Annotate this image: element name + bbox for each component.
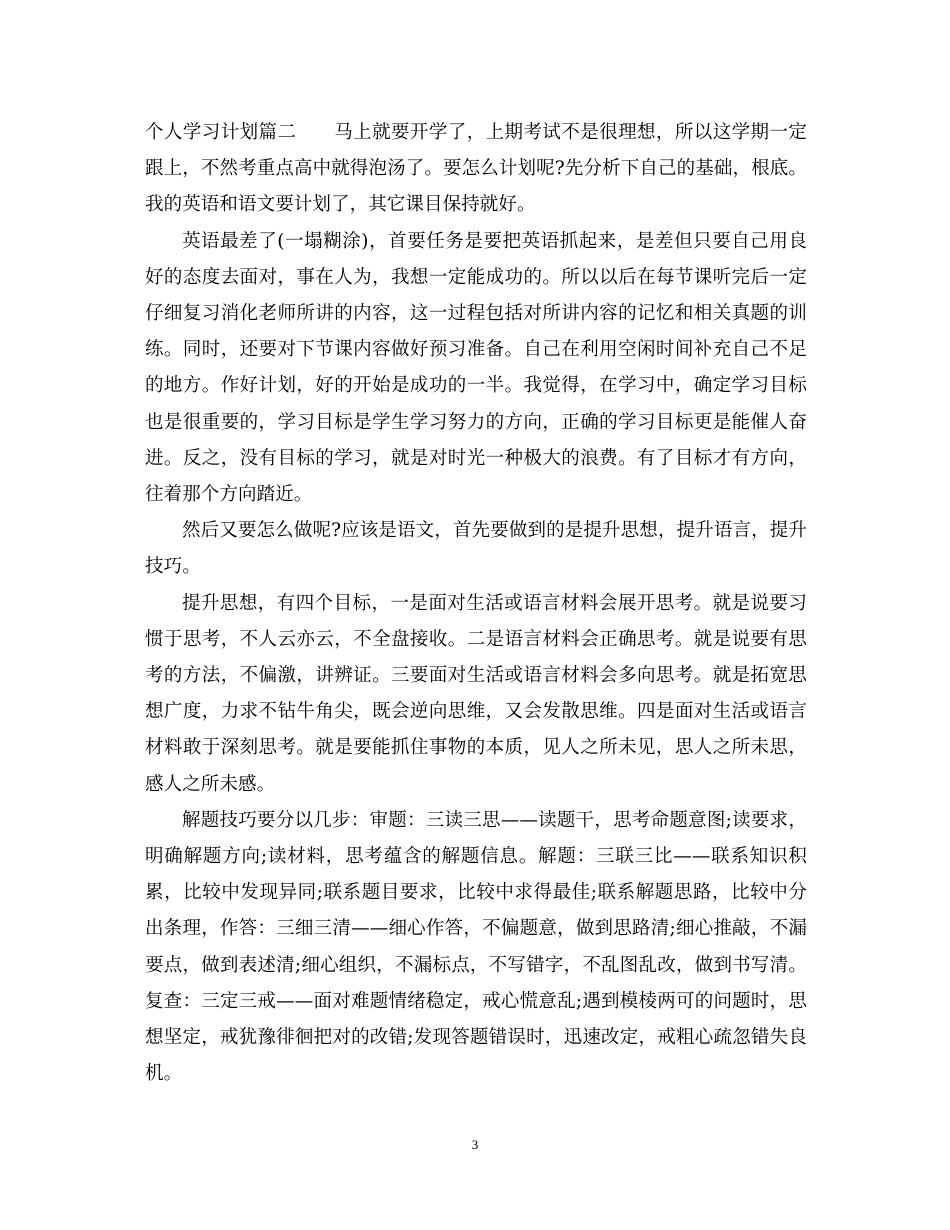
paragraph-5: 解题技巧要分以几步：审题：三读三思——读题干，思考命题意图;读要求，明确解题方向;读材料，思考蕴含的解题信息。解题：三联三比——联系知识积累，比较中发现异同;联系题目要求，比较中求得最佳;联系解题思路，比较中分出条理，作答：三细三清——细心作答，不偏题意，做到思路清;细心推敲，不漏要点，做到表述清;细心组织，不漏标点，不写错字，不乱图乱改，做到书写清。复查：三定三戒——面对难题情绪稳定，戒心慌意乱;遇到模棱两可的问题时，思想坚定，戒犹豫徘徊把对的改错;发现答题错误时，迅速改定，戒粗心疏忽错失良机。 (145, 809, 807, 1085)
paragraph-2: 英语最差了(一塌糊涂)，首要任务是要把英语抓起来，是差但只要自己用良好的态度去面对，事在人为，我想一定能成功的。所以以后在每节课听完后一定仔细复习消化老师所讲的内容，这一过程包括对所讲内容的记忆和相关真题的训练。同时，还要对下节课内容做好预习准备。自己在利用空闲时间补充自己不足的地方。作好计划，好的开始是成功的一半。我觉得，在学习中，确定学习目标也是很重要的，学习目标是学生学习努力的方向，正确的学习目标更是能催人奋进。反之，没有目标的学习，就是对时光一种极大的浪费。有了目标才有方向，往着那个方向踏近。 (145, 230, 807, 506)
paragraph-3: 然后又要怎么做呢?应该是语文，首先要做到的是提升思想，提升语言，提升技巧。 (145, 520, 807, 578)
paragraph-4: 提升思想，有四个目标，一是面对生活或语言材料会展开思考。就是说要习惯于思考，不人云亦云，不全盘接收。二是语言材料会正确思考。就是说要有思考的方法，不偏激，讲辨证。三要面对生活或语言材料会多向思考。就是拓宽思想广度，力求不钻牛角尖，既会逆向思维，又会发散思维。四是面对生活或语言材料敢于深刻思考。就是要能抓住事物的本质，见人之所未见，思人之所未思，感人之所未感。 (145, 592, 807, 795)
page-number: 3 (471, 1137, 479, 1152)
document-body (145, 115, 807, 1092)
paragraph-1: 个人学习计划篇二 马上就要开学了，上期考试不是很理想，所以这学期一定跟上，不然考重点高中就得泡汤了。要怎么计划呢?先分析下自己的基础，根底。我的英语和语文要计划了，其它课目保持就好。 (145, 122, 807, 216)
